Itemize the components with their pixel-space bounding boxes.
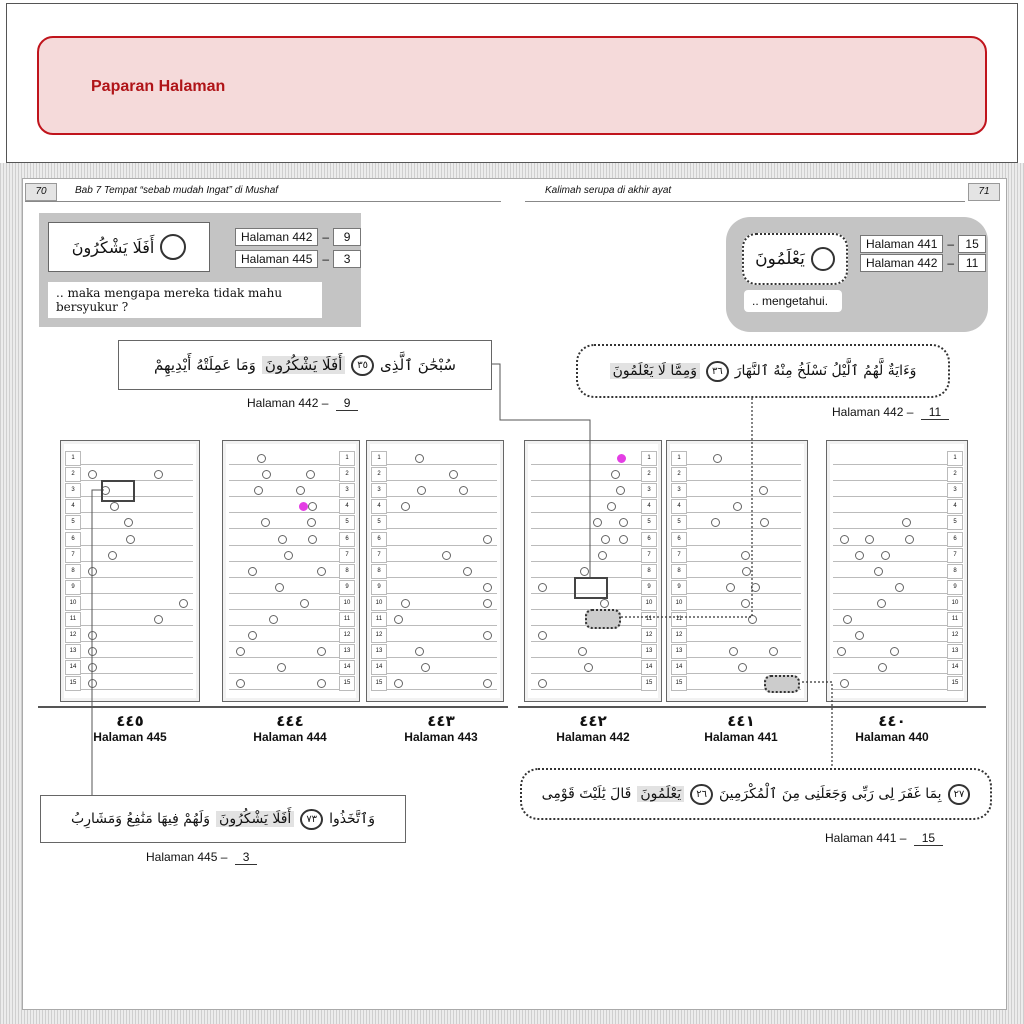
page-latin-label: Halaman 445 xyxy=(93,730,167,744)
line-number: 15 xyxy=(671,676,687,691)
right-card-ref-1: Halaman 441 – 15 xyxy=(860,235,986,253)
page-latin-label: Halaman 443 xyxy=(404,730,478,744)
line-number: 1 xyxy=(339,451,355,466)
line-number: 4 xyxy=(947,499,963,514)
line-number: 12 xyxy=(947,628,963,643)
ref-label: Halaman 442 xyxy=(860,254,943,272)
page-title: Paparan Halaman xyxy=(91,78,226,95)
line-number: 10 xyxy=(339,596,355,611)
page-arabic-number: ٤٤٢ xyxy=(579,712,607,730)
line-number: 2 xyxy=(671,467,687,482)
page-latin-label: Halaman 442 xyxy=(556,730,630,744)
line-number: 3 xyxy=(339,483,355,498)
page-latin-label: Halaman 441 xyxy=(704,730,778,744)
line-number: 13 xyxy=(339,644,355,659)
line-number: 13 xyxy=(65,644,81,659)
line-number: 5 xyxy=(641,515,657,530)
ref-label: Halaman 442 xyxy=(235,228,318,246)
connector-verse-c xyxy=(92,490,104,795)
right-card-phrase: يَعْلَمُونَ xyxy=(755,249,805,269)
line-number: 1 xyxy=(947,451,963,466)
verse-a-ref: Halaman 442 – 9 xyxy=(247,396,358,411)
ayah-number-icon: ٣٥ xyxy=(351,355,374,376)
line-number: 14 xyxy=(65,660,81,675)
connector-verse-d xyxy=(798,682,832,768)
ref-number: 11 xyxy=(958,254,986,272)
line-number: 9 xyxy=(65,580,81,595)
line-number: 8 xyxy=(339,564,355,579)
line-number: 9 xyxy=(947,580,963,595)
page-arabic-number: ٤٤١ xyxy=(727,712,755,730)
connector-verse-b xyxy=(620,398,752,617)
highlight-oval-441-line15 xyxy=(764,675,800,693)
line-number: 8 xyxy=(947,564,963,579)
line-number: 4 xyxy=(339,499,355,514)
line-number: 14 xyxy=(671,660,687,675)
verse-a-highlight: أَفَلَا يَشْكُرُونَ xyxy=(262,356,345,374)
ref-number: 3 xyxy=(333,250,361,268)
line-number: 9 xyxy=(371,580,387,595)
line-number: 9 xyxy=(671,580,687,595)
line-number: 8 xyxy=(371,564,387,579)
ref-number: 9 xyxy=(333,228,361,246)
left-running-head: Bab 7 Tempat “sebab mudah Ingat” di Mushaf xyxy=(75,185,279,196)
line-number: 5 xyxy=(947,515,963,530)
line-number: 15 xyxy=(641,676,657,691)
line-number: 2 xyxy=(65,467,81,482)
verse-c-highlight: أَفَلَا يَشْكُرُونَ xyxy=(216,811,294,827)
line-number: 3 xyxy=(947,483,963,498)
ref-label: Halaman 445 xyxy=(146,850,218,864)
line-number: 12 xyxy=(339,628,355,643)
ref-label: Halaman 442 xyxy=(247,396,319,410)
line-number: 6 xyxy=(671,532,687,547)
line-number: 12 xyxy=(371,628,387,643)
line-number: 9 xyxy=(339,580,355,595)
line-number: 1 xyxy=(371,451,387,466)
right-card-ref-2: Halaman 442 – 11 xyxy=(860,254,986,272)
line-number: 6 xyxy=(947,532,963,547)
connector-verse-a xyxy=(492,364,590,577)
left-page-number: 70 xyxy=(25,183,57,201)
line-number: 5 xyxy=(339,515,355,530)
ayah-number-icon: ٢٧ xyxy=(948,784,971,805)
left-card-ref-1: Halaman 442 – 9 xyxy=(235,228,361,246)
line-number: 6 xyxy=(641,532,657,547)
line-number: 12 xyxy=(65,628,81,643)
page-arabic-number: ٤٤٤ xyxy=(276,712,304,730)
line-number: 8 xyxy=(641,564,657,579)
ref-label: Halaman 445 xyxy=(235,250,318,268)
right-running-head: Kalimah serupa di akhir ayat xyxy=(545,185,672,196)
verse-c-after: وَلَهُمْ فِيهَا مَنَٰفِعُ وَمَشَارِبُ xyxy=(71,811,211,827)
line-number: 14 xyxy=(641,660,657,675)
line-number: 10 xyxy=(65,596,81,611)
line-number: 14 xyxy=(371,660,387,675)
line-number: 13 xyxy=(371,644,387,659)
line-number: 10 xyxy=(641,596,657,611)
page-latin-label: Halaman 440 xyxy=(855,730,929,744)
highlight-box-442-line9 xyxy=(574,577,608,599)
ref-number: 9 xyxy=(336,396,359,411)
line-number: 8 xyxy=(65,564,81,579)
verse-a-before: سُبْحَٰنَ ٱلَّذِى xyxy=(380,356,456,374)
ayah-number-icon: ٧٣ xyxy=(300,809,323,830)
line-number: 8 xyxy=(671,564,687,579)
line-number: 15 xyxy=(339,676,355,691)
line-number: 1 xyxy=(671,451,687,466)
verse-c-before: وَٱتَّخَذُوا xyxy=(329,811,375,827)
line-number: 7 xyxy=(339,548,355,563)
ref-number: 15 xyxy=(914,831,943,846)
left-card-meaning: .. maka mengapa mereka tidak mahu bersyukur ? xyxy=(48,282,322,318)
line-number: 7 xyxy=(641,548,657,563)
ayah-number-icon: ٣٦ xyxy=(706,361,729,382)
line-number: 4 xyxy=(641,499,657,514)
line-number: 12 xyxy=(671,628,687,643)
line-number: 10 xyxy=(371,596,387,611)
ref-number: 3 xyxy=(235,850,258,865)
line-number: 3 xyxy=(65,483,81,498)
line-number: 1 xyxy=(641,451,657,466)
line-number: 4 xyxy=(671,499,687,514)
line-number: 13 xyxy=(641,644,657,659)
verse-c-ref: Halaman 445 – 3 xyxy=(146,850,257,865)
line-number: 1 xyxy=(65,451,81,466)
line-number: 15 xyxy=(947,676,963,691)
line-number: 6 xyxy=(65,532,81,547)
line-number: 10 xyxy=(671,596,687,611)
verse-d-after: بِمَا غَفَرَ لِى رَبِّى وَجَعَلَنِى مِنَ ٱلْمُكْرَمِينَ xyxy=(718,786,942,802)
line-number: 15 xyxy=(65,676,81,691)
ref-label: Halaman 441 xyxy=(825,831,897,845)
page-latin-label: Halaman 444 xyxy=(253,730,327,744)
line-number: 11 xyxy=(947,612,963,627)
line-number: 14 xyxy=(947,660,963,675)
verse-a-after: وَمَا عَمِلَتْهُ أَيْدِيهِمْ xyxy=(154,356,256,374)
line-number: 3 xyxy=(671,483,687,498)
line-number: 4 xyxy=(65,499,81,514)
line-number: 11 xyxy=(371,612,387,627)
verse-d-ref: Halaman 441 – 15 xyxy=(825,831,943,846)
line-number: 11 xyxy=(641,612,657,627)
line-number: 7 xyxy=(371,548,387,563)
page-arabic-number: ٤٤٥ xyxy=(116,712,144,730)
line-number: 2 xyxy=(371,467,387,482)
line-number: 2 xyxy=(641,467,657,482)
line-number: 13 xyxy=(947,644,963,659)
verse-d-highlight: يَعْلَمُونَ xyxy=(637,786,684,802)
line-number: 12 xyxy=(641,628,657,643)
line-number: 15 xyxy=(371,676,387,691)
highlight-box-445 xyxy=(101,480,135,502)
line-number: 10 xyxy=(947,596,963,611)
line-number: 4 xyxy=(371,499,387,514)
verse-b-highlight: وَمِمَّا لَا يَعْلَمُونَ xyxy=(610,363,700,379)
line-number: 2 xyxy=(339,467,355,482)
page-arabic-number: ٤٤٠ xyxy=(878,712,906,730)
line-number: 7 xyxy=(65,548,81,563)
line-number: 7 xyxy=(947,548,963,563)
line-number: 5 xyxy=(371,515,387,530)
line-number: 9 xyxy=(641,580,657,595)
page-arabic-number: ٤٤٣ xyxy=(427,712,455,730)
line-number: 11 xyxy=(65,612,81,627)
verse-b-before: وَءَايَةٌ لَّهُمُ ٱلَّيْلُ نَسْلَخُ مِنْهُ ٱلنَّهَارَ xyxy=(734,363,917,379)
ref-label: Halaman 442 xyxy=(832,405,904,419)
line-number: 5 xyxy=(65,515,81,530)
right-page-number: 71 xyxy=(968,183,1000,201)
ayah-number-icon: ٢٦ xyxy=(690,784,713,805)
line-number: 5 xyxy=(671,515,687,530)
line-number: 7 xyxy=(671,548,687,563)
line-number: 14 xyxy=(339,660,355,675)
highlight-oval-442-line11 xyxy=(585,609,621,629)
line-number: 13 xyxy=(671,644,687,659)
line-number: 2 xyxy=(947,467,963,482)
left-card-phrase: أَفَلَا يَشْكُرُونَ xyxy=(71,237,155,257)
left-card-ref-2: Halaman 445 – 3 xyxy=(235,250,361,268)
ref-number: 11 xyxy=(921,405,949,420)
line-number: 11 xyxy=(339,612,355,627)
verse-b-ref: Halaman 442 – 11 xyxy=(832,405,949,420)
line-number: 6 xyxy=(339,532,355,547)
line-number: 3 xyxy=(371,483,387,498)
ref-label: Halaman 441 xyxy=(860,235,943,253)
right-card-meaning: .. mengetahui. xyxy=(744,290,842,312)
ref-number: 15 xyxy=(958,235,986,253)
verse-d-before: قَالَ يَٰلَيْتَ قَوْمِى xyxy=(541,786,632,802)
line-number: 11 xyxy=(671,612,687,627)
line-number: 6 xyxy=(371,532,387,547)
line-number: 3 xyxy=(641,483,657,498)
